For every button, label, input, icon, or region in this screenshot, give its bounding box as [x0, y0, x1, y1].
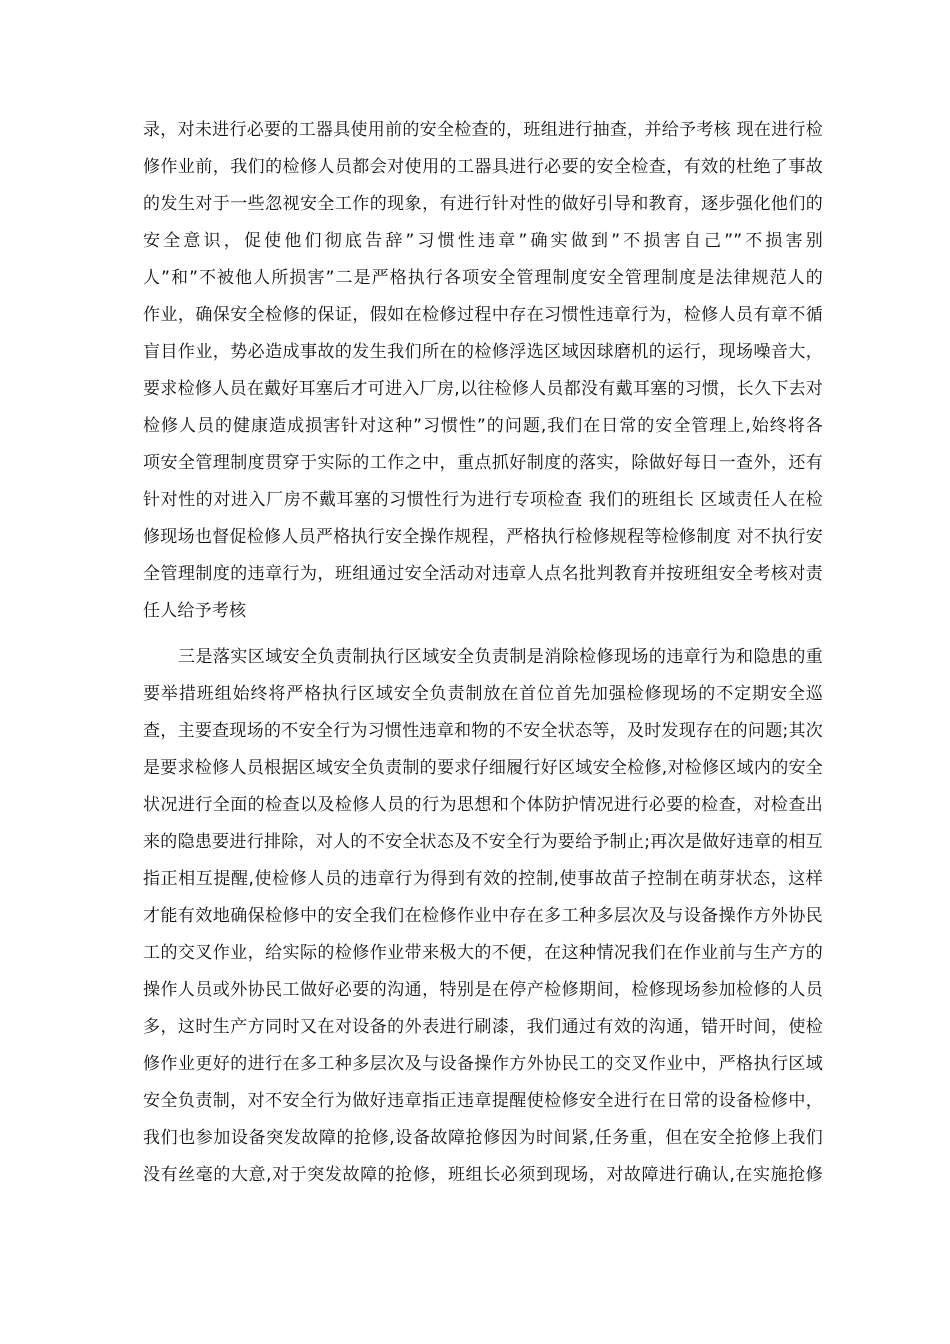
text-line: 我们也参加设备突发故障的抢修,设备故障抢修因为时间紧,任务重，但在安全抢修上我们	[143, 1128, 823, 1148]
text-line: 要举措班组始终将严格执行区域安全负责制放在首位首先加强检修现场的不定期安全巡	[143, 684, 823, 704]
text-line: 盲目作业，势必造成事故的发生我们所在的检修浮选区域因球磨机的运行，现场噪音大，	[143, 342, 823, 362]
text-line: 项安全管理制度贯穿于实际的工作之中，重点抓好制度的落实，除做好每日一查外，还有	[143, 453, 823, 473]
text-line: 修作业前，我们的检修人员都会对使用的工器具进行必要的安全检查，有效的杜绝了事故	[143, 157, 823, 177]
text-line: 检修人员的健康造成损害针对这种”习惯性”的问题,我们在日常的安全管理上,始终将各	[143, 416, 823, 436]
text-line: 是要求检修人员根据区域安全负责制的要求仔细履行好区域安全检修,对检修区域内的安全	[143, 758, 823, 778]
text-line: 安全负责制，对不安全行为做好违章指正违章提醒使检修安全进行在日常的设备检修中，	[143, 1091, 823, 1111]
text-line-indented: 三是落实区域安全负责制执行区域安全负责制是消除检修现场的违章行为和隐患的重	[178, 647, 823, 667]
text-line: 修现场也督促检修人员严格执行安全操作规程，严格执行检修规程等检修制度 对不执行安	[143, 527, 823, 547]
text-line: 安全意识，促使他们彻底告辞”习惯性违章”确实做到”不损害自己””不损害别	[143, 231, 823, 251]
text-line: 修作业更好的进行在多工种多层次及与设备操作方外协民工的交叉作业中，严格执行区域	[143, 1054, 823, 1074]
text-line: 指正相互提醒,使检修人员的违章行为得到有效的控制,使事故苗子控制在萌芽状态，这样	[143, 869, 823, 889]
text-line: 的发生对于一些忽视安全工作的现象，有进行针对性的做好引导和教育，逐步强化他们的	[143, 194, 823, 214]
text-line: 作业，确保安全检修的保证，假如在检修过程中存在习惯性违章行为，检修人员有章不循	[143, 305, 823, 325]
text-line: 录，对未进行必要的工器具使用前的安全检查的，班组进行抽查，并给予考核 现在进行检	[143, 120, 823, 140]
text-line: 人”和”不被他人所损害”二是严格执行各项安全管理制度安全管理制度是法律规范人的	[143, 268, 823, 288]
text-line: 要求检修人员在戴好耳塞后才可进入厂房,以往检修人员都没有戴耳塞的习惯，长久下去对	[143, 379, 823, 399]
text-line: 没有丝毫的大意,对于突发故障的抢修，班组长必须到现场，对故障进行确认,在实施抢修	[143, 1165, 823, 1185]
text-line: 针对性的对进入厂房不戴耳塞的习惯性行为进行专项检查 我们的班组长 区域责任人在检	[143, 490, 823, 510]
text-line: 任人给予考核	[143, 601, 247, 621]
text-line: 才能有效地确保检修中的安全我们在检修作业中存在多工种多层次及与设备操作方外协民	[143, 906, 823, 926]
text-line: 多，这时生产方同时又在对设备的外表进行刷漆，我们通过有效的沟通，错开时间，使检	[143, 1017, 823, 1037]
text-line: 查，主要查现场的不安全行为习惯性违章和物的不安全状态等，及时发现存在的问题;其次	[143, 721, 823, 741]
text-line: 全管理制度的违章行为，班组通过安全活动对违章人点名批判教育并按班组安全考核对责	[143, 564, 823, 584]
text-line: 操作人员或外协民工做好必要的沟通，特别是在停产检修期间，检修现场参加检修的人员	[143, 980, 823, 1000]
text-line: 来的隐患要进行排除，对人的不安全状态及不安全行为要给予制止;再次是做好违章的相互	[143, 832, 823, 852]
text-line: 状况进行全面的检查以及检修人员的行为思想和个体防护情况进行必要的检查，对检查出	[143, 795, 823, 815]
text-line: 工的交叉作业，给实际的检修作业带来极大的不便，在这种情况我们在作业前与生产方的	[143, 943, 823, 963]
